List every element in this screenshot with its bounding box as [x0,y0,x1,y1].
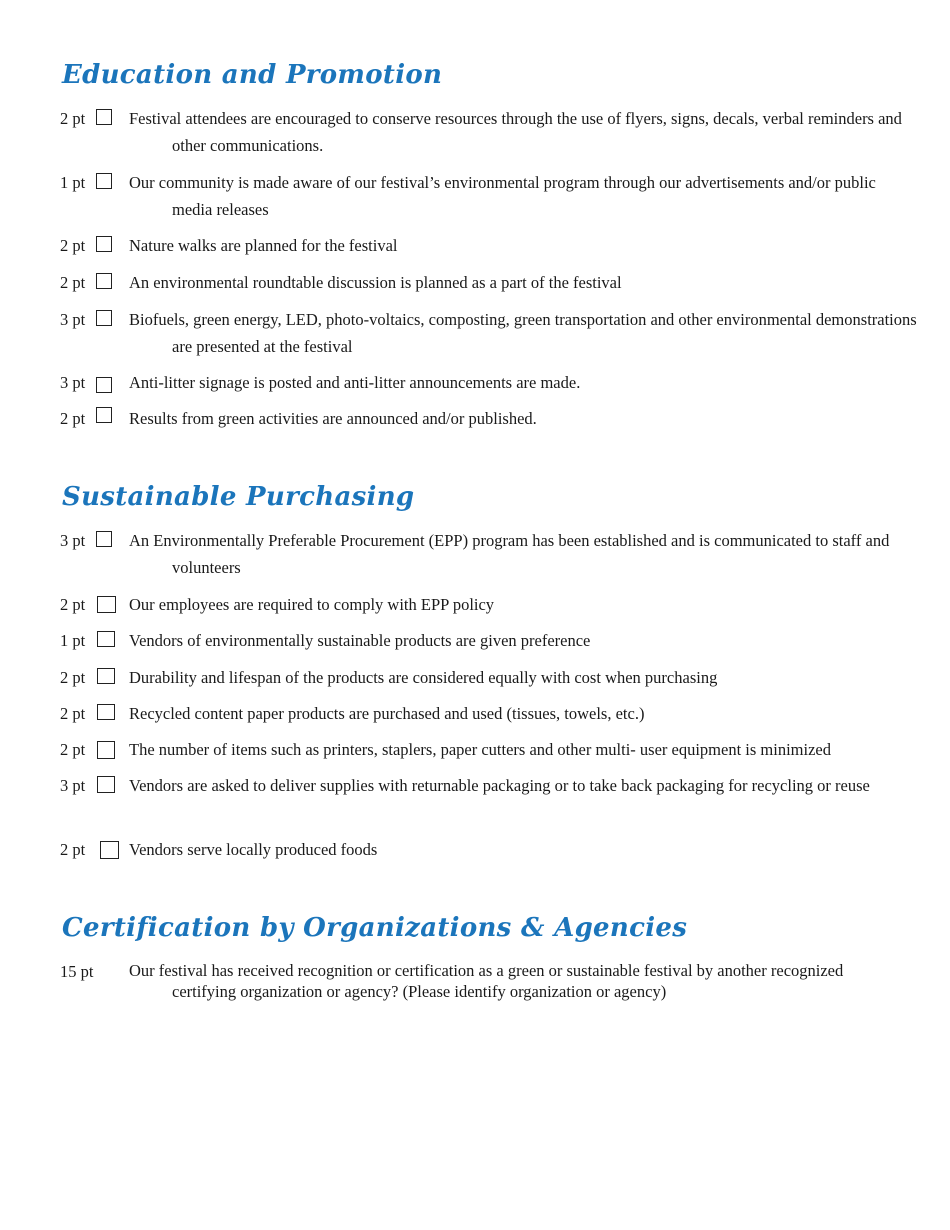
points-label: 1 pt [60,631,86,650]
points-label: 15 pt [60,962,94,981]
item-text: Our employees are required to comply with EPP policy [129,595,495,614]
item-text: Results from green activities are announced and/or published. [129,409,537,428]
checkbox[interactable] [96,310,112,326]
item-text: An Environmentally Preferable Procurement (EPP) program has been established and is communicated to staff and volunteers [129,531,890,577]
checkbox[interactable] [97,631,115,647]
checkbox[interactable] [96,377,112,393]
checkbox[interactable] [96,236,112,252]
points-label: 2 pt [60,668,86,687]
points-label: 2 pt [60,595,86,614]
item-text: Durability and lifespan of the products are considered equally with cost when purchasing [129,668,718,687]
points-label: 1 pt [60,173,86,192]
checkbox[interactable] [97,668,115,684]
checkbox[interactable] [96,407,112,423]
item-text: Anti-litter signage is posted and anti-litter announcements are made. [129,373,581,392]
item-text: Vendors serve locally produced foods [129,840,378,859]
points-label: 3 pt [60,373,86,392]
item-text: An environmental roundtable discussion is planned as a part of the festival [129,273,622,292]
checkbox[interactable] [96,531,112,547]
points-label: 2 pt [60,840,86,859]
points-label: 2 pt [60,704,86,723]
item-text: Our festival has received recognition or certification as a green or sustainable festival by another recognized certifying organization or agency? (Please identify organization or agency) [129,961,844,1001]
checkbox[interactable] [97,776,115,793]
checkbox[interactable] [96,273,112,289]
checkbox[interactable] [96,109,112,125]
item-text: Biofuels, green energy, LED, photo-voltaics, composting, green transportation and other environmental demonstrations are presented at the festival [129,310,917,356]
section-title-certification: Certification by Organizations & Agencies [62,913,688,943]
points-label: 3 pt [60,531,86,550]
checkbox[interactable] [97,741,115,759]
checkbox[interactable] [97,596,116,613]
points-label: 3 pt [60,310,86,329]
item-text: Recycled content paper products are purchased and used (tissues, towels, etc.) [129,704,645,723]
points-label: 2 pt [60,740,86,759]
item-text: Nature walks are planned for the festival [129,236,398,255]
item-text: Vendors are asked to deliver supplies with returnable packaging or to take back packaging for recycling or reuse [129,776,870,795]
checkbox[interactable] [97,704,115,720]
points-label: 2 pt [60,236,86,255]
item-text: Vendors of environmentally sustainable products are given preference [129,631,591,650]
points-label: 2 pt [60,273,86,292]
section-title-sustainable-purchasing: Sustainable Purchasing [62,482,415,512]
item-text: Festival attendees are encouraged to conserve resources through the use of flyers, signs, decals, verbal reminders and other communications. [129,109,902,155]
points-label: 2 pt [60,109,86,128]
item-text: The number of items such as printers, staplers, paper cutters and other multi- user equipment is minimized [129,740,831,759]
item-text: Our community is made aware of our festival’s environmental program through our advertisements and/or public media releases [129,173,876,219]
points-label: 3 pt [60,776,86,795]
section-title-education-promotion: Education and Promotion [62,60,443,90]
checkbox[interactable] [96,173,112,189]
points-label: 2 pt [60,409,86,428]
checkbox[interactable] [100,841,119,859]
